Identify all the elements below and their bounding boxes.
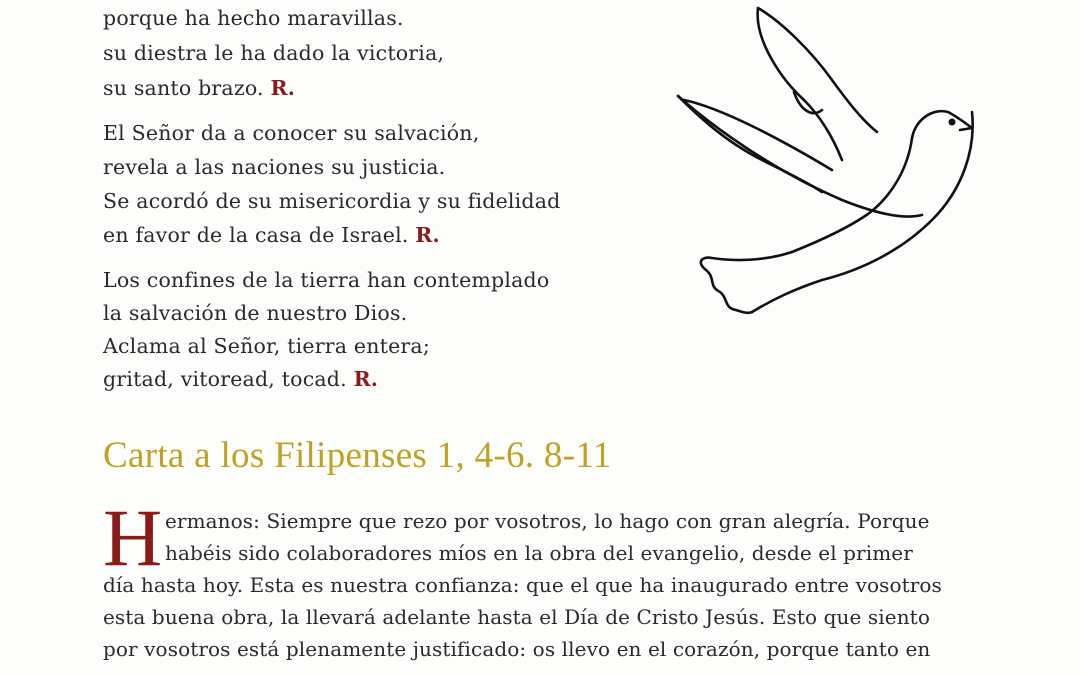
- psalm-line: [103, 364, 378, 394]
- psalm-line: revela a las naciones su justicia.: [103, 155, 446, 179]
- psalm-line: [103, 220, 440, 250]
- psalm-line: Se acordó de su misericordia y su fidelidad: [103, 189, 561, 213]
- psalm-line: su diestra le ha dado la victoria,: [103, 41, 445, 65]
- psalm-line-text: gritad, vitoread, tocad.: [103, 367, 347, 391]
- psalm-line-text: en favor de la casa de Israel.: [103, 223, 409, 247]
- psalm-line: porque ha hecho maravillas.: [103, 6, 404, 30]
- response-marker: R.: [270, 76, 296, 100]
- reading-title: Carta a los Filipenses 1, 4-6. 8-11: [103, 435, 612, 476]
- psalm-line: [103, 73, 295, 103]
- drop-cap: H: [103, 492, 163, 583]
- reading-line: esta buena obra, la llevará adelante hasta el Día de Cristo Jesús. Esto que siento: [103, 605, 930, 629]
- psalm-line: Aclama al Señor, tierra entera;: [103, 334, 430, 358]
- reading-line: ermanos: Siempre que rezo por vosotros, lo hago con gran alegría. Porque: [165, 509, 930, 533]
- psalm-line: El Señor da a conocer su salvación,: [103, 121, 480, 145]
- response-marker: R.: [415, 223, 440, 247]
- reading-line: habéis sido colaboradores míos en la obra del evangelio, desde el primer: [165, 541, 913, 565]
- reading-line: día hasta hoy. Esta es nuestra confianza: que el que ha inaugurado entre vosotros: [103, 573, 942, 597]
- psalm-line-text: su santo brazo.: [103, 76, 264, 100]
- dove-icon: [672, 0, 982, 325]
- response-marker: R.: [353, 367, 379, 391]
- reading-line: por vosotros está plenamente justificado: os llevo en el corazón, porque tanto en: [103, 637, 931, 661]
- psalm-line: Los confines de la tierra han contemplado: [103, 268, 550, 292]
- psalm-line: la salvación de nuestro Dios.: [103, 301, 408, 325]
